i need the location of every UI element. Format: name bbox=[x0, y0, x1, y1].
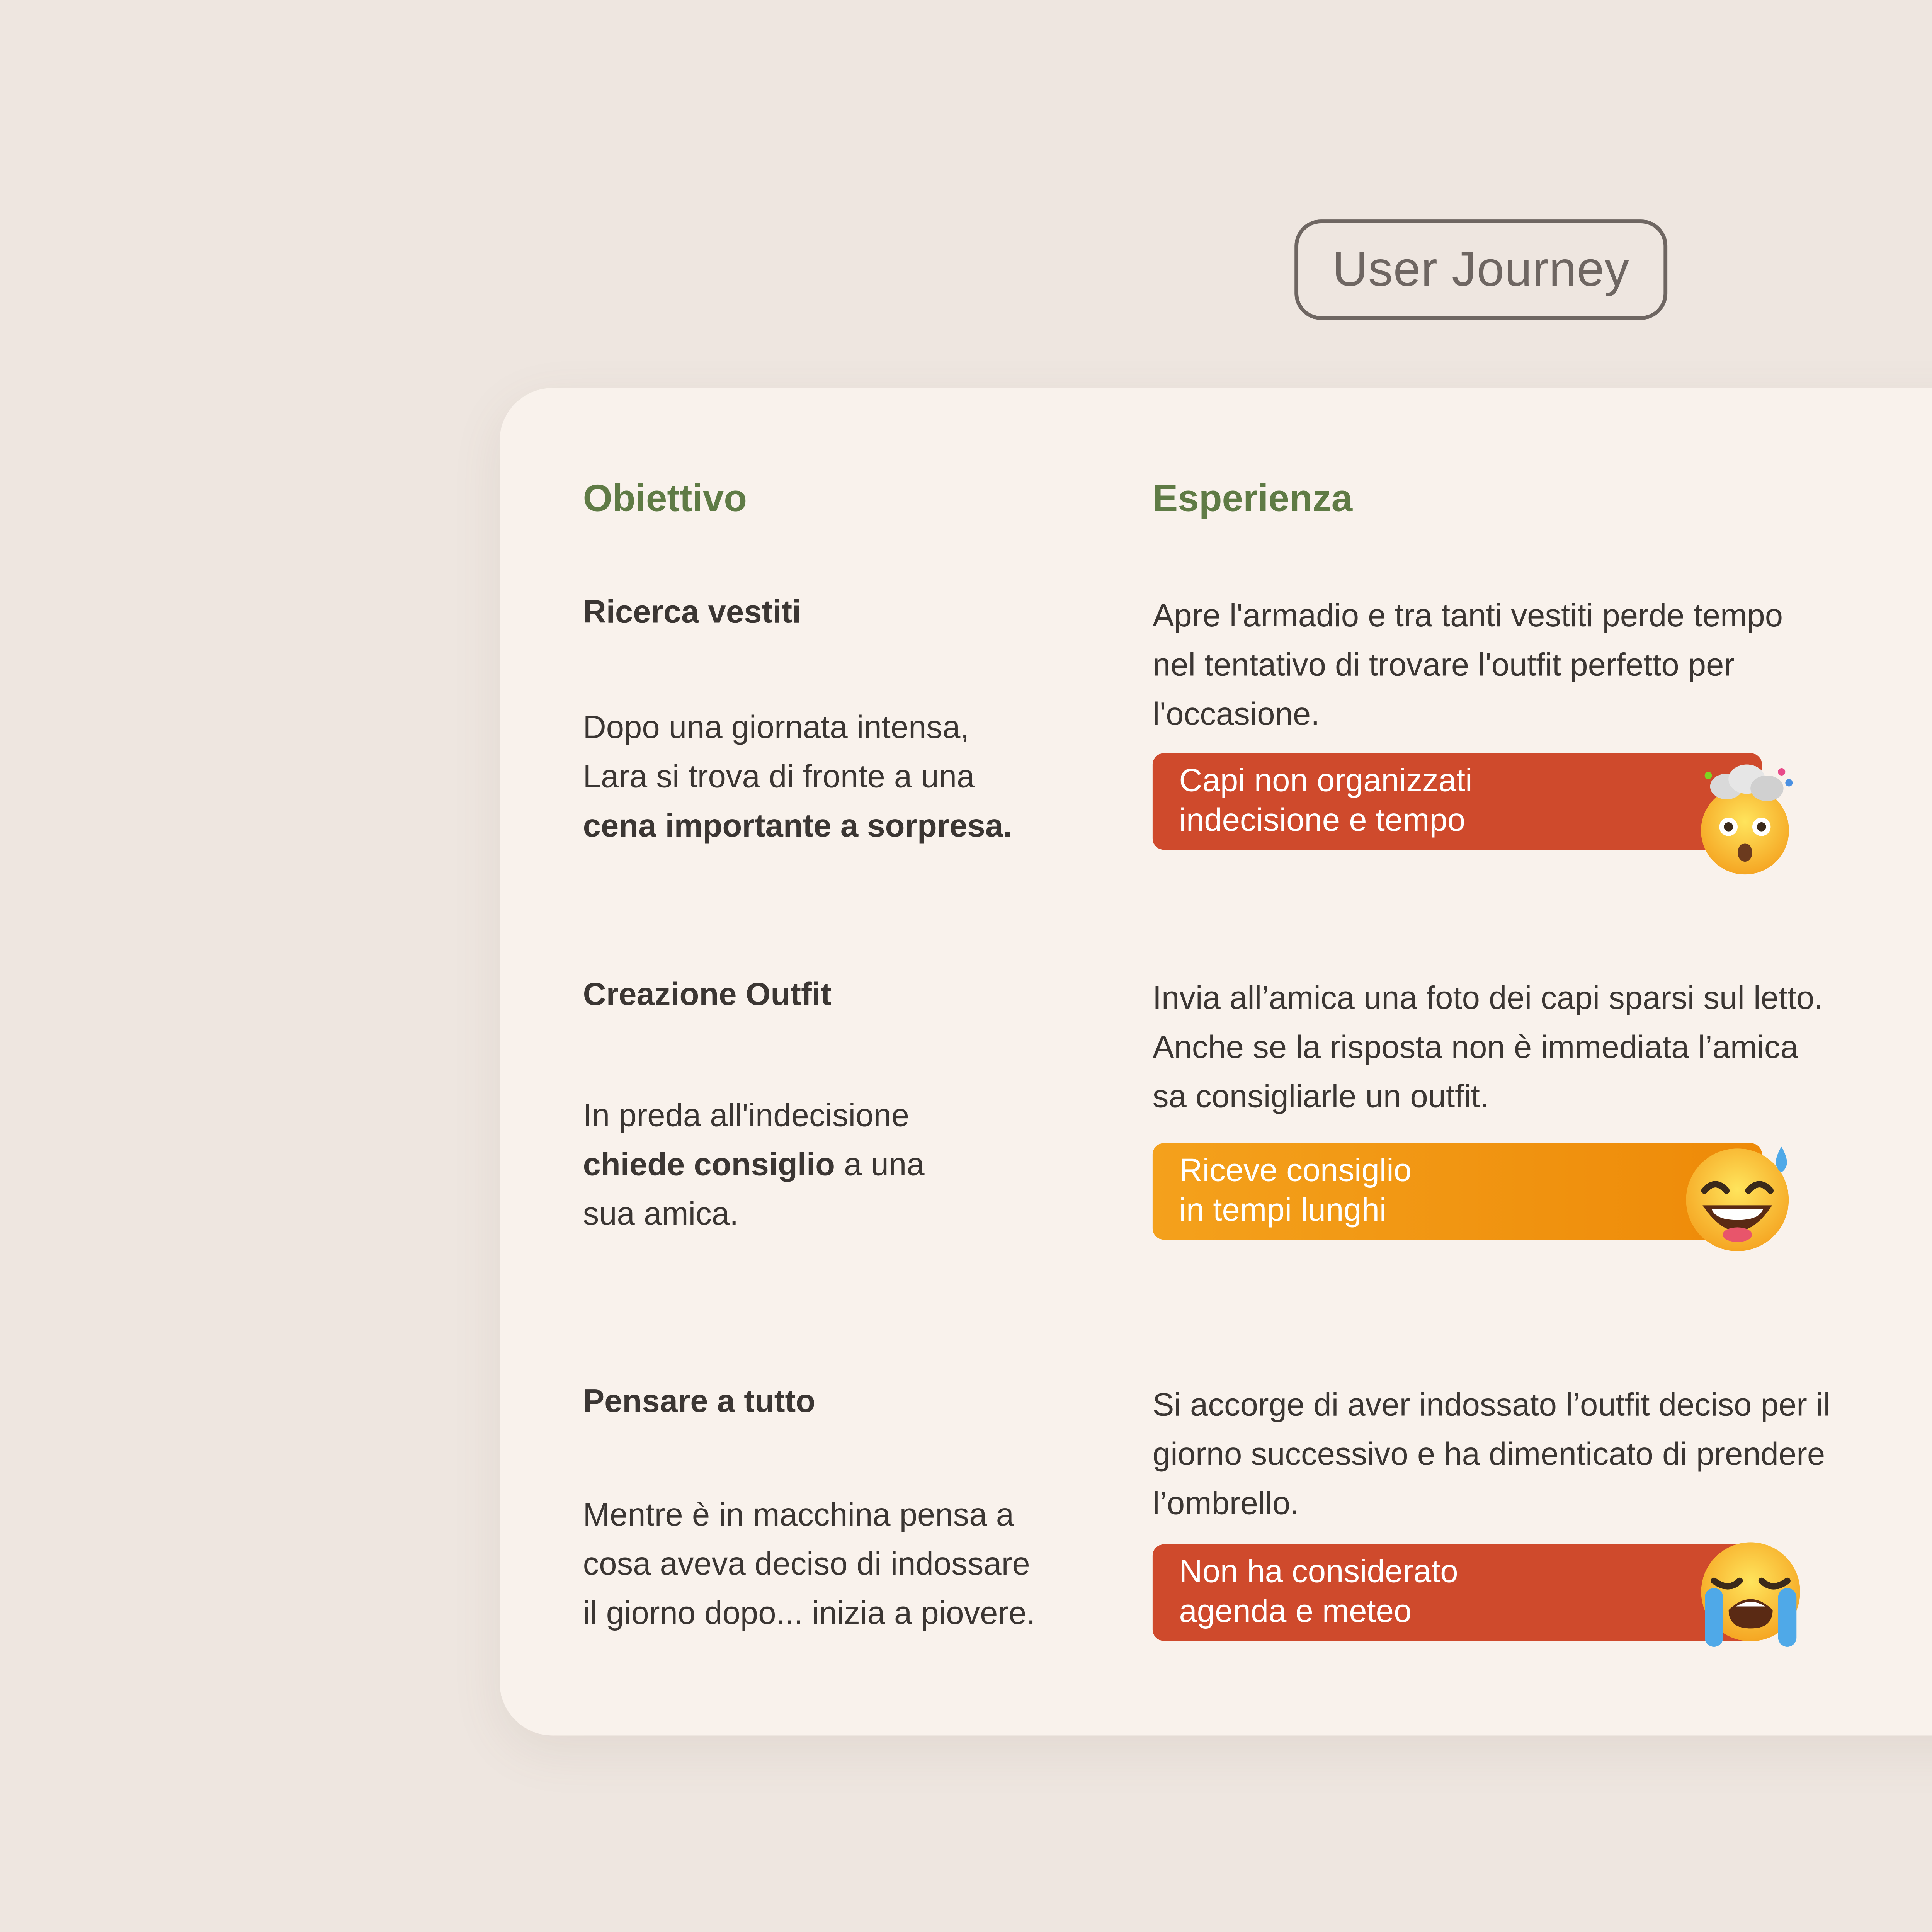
experience-description: Invia all’amica una foto dei capi sparsi sul letto. Anche se la risposta non è immediata l’amica sa consigliarle un outfit. bbox=[1152, 980, 1823, 1115]
experience-description: Si accorge di aver indossato l’outfit deciso per il giorno successivo e ha dimenticato di prendere l’ombrello. bbox=[1152, 1387, 1831, 1522]
pain-point-tag: Riceve consiglio in tempi lunghi bbox=[1153, 1143, 1762, 1240]
exploding-head-emoji bbox=[1686, 761, 1804, 878]
grinning-sweat-emoji bbox=[1679, 1139, 1796, 1257]
column-header-goal: Obiettivo bbox=[583, 479, 747, 520]
page-title-badge bbox=[1294, 219, 1667, 320]
page-title: User Journey bbox=[1332, 240, 1630, 297]
experience-description: Apre l'armadio e tra tanti vestiti perde tempo nel tentativo di trovare l'outfit perfetto per l'occasione. bbox=[1152, 598, 1783, 733]
pain-point-tag: Capi non organizzati indecisione e tempo bbox=[1153, 753, 1762, 850]
goal-description: In preda all'indecisione chiede consiglio a una sua amica. bbox=[583, 1097, 925, 1232]
goal-description: Mentre è in macchina pensa a cosa aveva deciso di indossare il giorno dopo... inizia a piovere. bbox=[583, 1497, 1036, 1632]
goal-title: Ricerca vestiti bbox=[583, 594, 801, 631]
pain-point-tag: Non ha considerato agenda e meteo bbox=[1153, 1544, 1762, 1641]
column-header-experience: Esperienza bbox=[1152, 479, 1353, 520]
goal-description: Dopo una giornata intensa, Lara si trova di fronte a una cena importante a sorpresa. bbox=[583, 709, 1012, 844]
goal-title: Pensare a tutto bbox=[583, 1383, 816, 1420]
goal-title: Creazione Outfit bbox=[583, 976, 832, 1013]
loudly-crying-emoji bbox=[1692, 1537, 1810, 1654]
